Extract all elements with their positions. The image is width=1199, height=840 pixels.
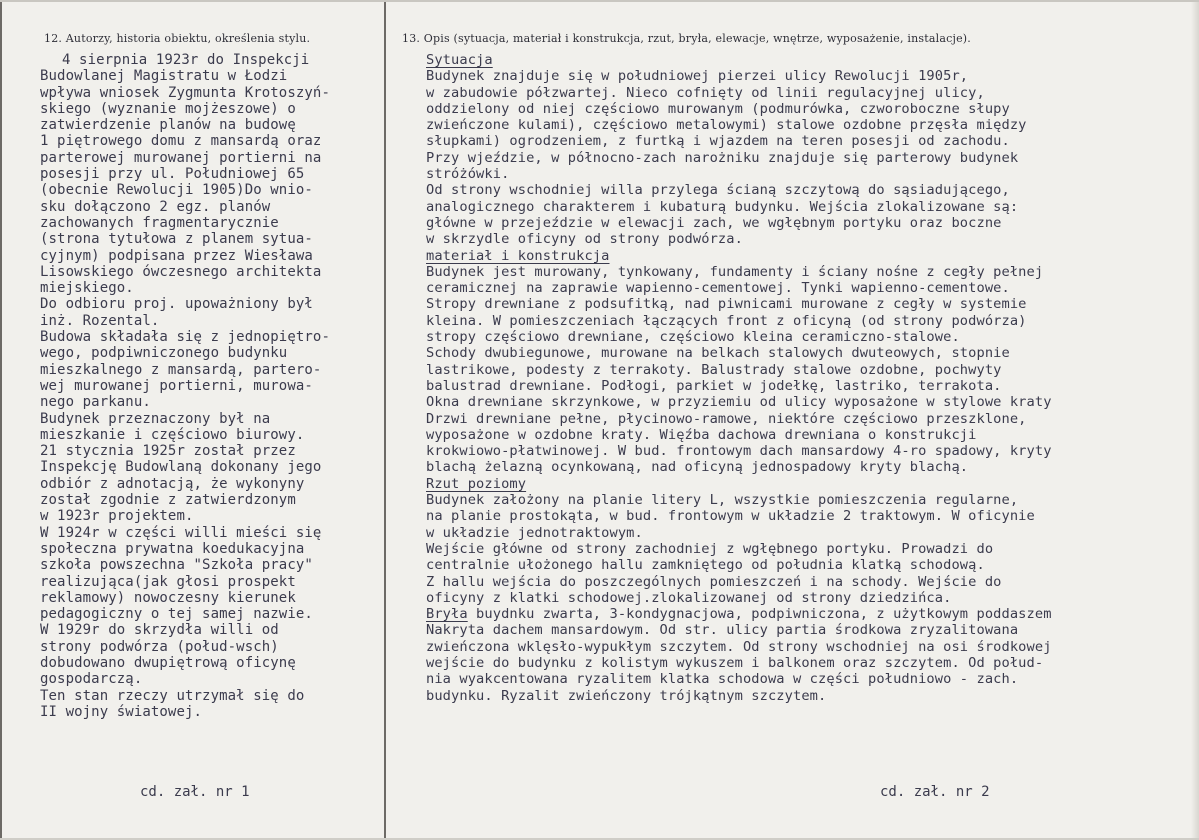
section-line: oddzielony od niej częściowo murowanym (podmurówka, czworoboczne słupy xyxy=(426,100,1010,117)
history-line: posesji przy ul. Południowej 65 xyxy=(40,166,305,183)
section-line: główne w przejeździe w elewacji zach, we wgłębnym portyku oraz boczne xyxy=(426,214,1002,231)
right-footer-note: cd. zał. nr 2 xyxy=(880,784,990,800)
history-line: gospodarczą. xyxy=(40,671,143,688)
section-title: Rzut poziomy xyxy=(426,475,527,492)
history-line: (obecnie Rewolucji 1905)Do wnio- xyxy=(40,182,313,199)
section-line: stróżówki. xyxy=(426,166,510,183)
section-line: krokwiowo-płatwinowej. W bud. frontowym dach mansardowy 4-ro spadowy, kryty xyxy=(426,443,1052,460)
section-line: Przy wjeździe, w północno-zach narożniku znajduje się parterowy budynek xyxy=(426,149,1019,166)
section-line: w układzie jednotraktowym. xyxy=(426,524,643,541)
history-line: 1 piętrowego domu z mansardą oraz xyxy=(40,133,322,150)
history-line: skiego (wyznanie mojżeszowe) o xyxy=(40,100,296,117)
history-line: 4 sierpnia 1923r do Inspekcji xyxy=(62,52,310,68)
section-line: na planie prostokąta, w bud. frontowym w układzie 2 traktowym. W oficynie xyxy=(426,508,1035,525)
section-line: ceramicznej na zaprawie wapienno-cementowej. Tynki wapienno-cementowe. xyxy=(426,280,1010,297)
bryla-first-line xyxy=(426,606,1196,622)
section-line: wejście do budynku z kolistym wykuszem i balkonem oraz szczytem. Od połud- xyxy=(426,654,1044,671)
history-line: reklamowy) nowoczesny kierunek xyxy=(40,589,296,606)
section-title: materiał i konstrukcja xyxy=(426,247,610,264)
section-line: nia wyakcentowana ryzalitem klatka schodowa w części południowo - zach. xyxy=(426,671,1019,688)
section-title: Sytuacja xyxy=(426,52,493,68)
history-line: mieszkanie i częściowo biurowy. xyxy=(40,426,305,443)
history-text-column xyxy=(40,52,375,720)
history-line: wego, podpiwniczonego budynku xyxy=(40,345,288,362)
section-line: Budynek założony na planie litery L, wszystkie pomieszczenia regularne, xyxy=(426,492,1019,509)
section-line: blachą żelazną ocynkowaną, nad oficyną jednospadowy kryty blachą. xyxy=(426,459,969,476)
history-line: wpływa wniosek Zygmunta Krotoszyń- xyxy=(40,84,330,101)
history-line: mieszkalnego z mansardą, partero- xyxy=(40,361,322,378)
section-line: kleina. W pomieszczeniach łączących front z oficyną (od strony podwórza) xyxy=(426,312,1027,329)
section-line: Wejście główne od strony zachodniej z wgłębnego portyku. Prowadzi do xyxy=(426,540,994,557)
history-line: sku dołączono 2 egz. planów xyxy=(40,198,271,215)
history-line: miejskiego. xyxy=(40,280,134,297)
section-line: Budynek znajduje się w południowej pierzei ulicy Rewolucji 1905r, xyxy=(426,68,969,85)
history-line: Budowlanej Magistratu w Łodzi xyxy=(40,68,288,85)
history-line: nego parkanu. xyxy=(40,394,151,411)
history-line: 21 stycznia 1925r został przez xyxy=(40,443,296,460)
history-line: Budynek przeznaczony był na xyxy=(40,410,271,427)
section-line: balustrad drewniane. Podłogi, parkiet w jodełkę, lastriko, terrakota. xyxy=(426,377,1002,394)
history-line: W 1924r w części willi mieści się xyxy=(40,524,322,541)
left-footer-note: cd. zał. nr 1 xyxy=(140,784,250,800)
history-line: inż. Rozental. xyxy=(40,312,160,329)
description-text-column xyxy=(426,52,1196,704)
history-line: zatwierdzenie planów na budowę xyxy=(40,117,296,134)
section-line: słupkami) ogrodzeniem, z furtką i wjazdem na teren posesji od zachodu. xyxy=(426,133,1010,150)
history-line: realizująca(jak głosi prospekt xyxy=(40,573,296,590)
section-line: Nakryta dachem mansardowym. Od str. ulicy partia środkowa zryzalitowana xyxy=(426,622,1019,639)
history-line: wej murowanej portierni, murowa- xyxy=(40,377,313,394)
section-line: budynku. Ryzalit zwieńczony trójkątnym szczytem. xyxy=(426,687,827,704)
history-line: Do odbioru proj. upoważniony był xyxy=(40,296,313,313)
history-line: Lisowskiego ówczesnego architekta xyxy=(40,263,322,280)
history-line: parterowej murowanej portierni na xyxy=(40,149,322,166)
section-line: Drzwi drewniane pełne, płycinowo-ramowe, niektóre częściowo przeszklone, xyxy=(426,410,1027,427)
section-line: zwieńczone kulami), częściowo metalowymi) stalowe ozdobne przęsła między xyxy=(426,117,1027,134)
history-line: strony podwórza (połud-wsch) xyxy=(40,638,279,655)
history-line: został zgodnie z zatwierdzonym xyxy=(40,492,296,509)
section-line: Okna drewniane skrzynkowe, w przyziemiu od ulicy wyposażone w stylowe kraty xyxy=(426,394,1052,411)
section-line: Z hallu wejścia do poszczególnych pomieszczeń i na schody. Wejście do xyxy=(426,573,1002,590)
history-line: cyjnym) podpisana przez Wiesława xyxy=(40,247,313,264)
history-line: II wojny światowej. xyxy=(40,703,203,720)
history-line: W 1929r do skrzydła willi od xyxy=(40,622,279,639)
section-title: Bryła xyxy=(426,606,468,623)
left-border-line xyxy=(0,2,2,838)
history-line: zachowanych fragmentarycznie xyxy=(40,214,279,231)
history-line: w 1923r projektem. xyxy=(40,508,194,525)
section-line: buydnku zwarta, 3-kondygnacjowa, podpiwniczona, z użytkowym poddaszem xyxy=(467,606,1052,623)
history-line: (strona tytułowa z planem sytua- xyxy=(40,231,313,248)
history-line: Inspekcję Budowlaną dokonany jego xyxy=(40,459,322,476)
section-line: lastrikowe, podesty z terrakoty. Balustrady stalowe ozdobne, pochwyty xyxy=(426,361,1002,378)
section-line: Stropy drewniane z podsufitką, nad piwnicami murowane z cegły w systemie xyxy=(426,296,1027,313)
section-line: Schody dwubiegunowe, murowane na belkach stalowych dwuteowych, stopnie xyxy=(426,345,1010,362)
section-line: oficyny z klatki schodowej.zlokalizowanej od strony dziedzińca. xyxy=(426,589,952,606)
history-line: odbiór z adnotacją, że wykonyny xyxy=(40,475,305,492)
section-line: Od strony wschodniej willa przylega ścianą szczytową do sąsiadującego, xyxy=(426,182,1010,199)
column-divider-line xyxy=(384,2,386,838)
history-line: dobudowano dwupiętrową oficynę xyxy=(40,654,296,671)
section-line: zwieńczona wklęsło-wypukłym szczytem. Od strony wschodniej na osi środkowej xyxy=(426,638,1052,655)
history-line: pedagogiczny o tej samej nazwie. xyxy=(40,606,313,623)
history-line: szkoła powszechna "Szkoła pracy" xyxy=(40,557,313,574)
section-line: wyposażone w ozdobne kraty. Więźba dachowa drewniana o konstrukcji xyxy=(426,426,977,443)
left-column-header: 12. Autorzy, historia obiektu, określenia stylu. xyxy=(44,32,311,45)
history-line: społeczna prywatna koedukacyjna xyxy=(40,540,305,557)
section-line: w zabudowie półzwartej. Nieco cofnięty od linii regulacyjnej ulicy, xyxy=(426,84,985,101)
section-line: Budynek jest murowany, tynkowany, fundamenty i ściany nośne z cegły pełnej xyxy=(426,263,1044,280)
section-line: analogicznego charakterem i kubaturą budynku. Wejścia zlokalizowane są: xyxy=(426,198,1019,215)
history-line: Ten stan rzeczy utrzymał się do xyxy=(40,687,305,704)
section-line: w skrzydle oficyny od strony podwórza. xyxy=(426,231,743,248)
history-line: Budowa składała się z jednopiętro- xyxy=(40,329,330,346)
section-line: stropy częściowo drewniane, częściowo kleina ceramiczno-stalowe. xyxy=(426,329,960,346)
right-column-header: 13. Opis (sytuacja, materiał i konstrukcja, rzut, bryła, elewacje, wnętrze, wyposażenie, instalacje). xyxy=(402,32,971,45)
section-line: centralnie ułożonego hallu zamkniętego od południa klatką schodową. xyxy=(426,557,985,574)
